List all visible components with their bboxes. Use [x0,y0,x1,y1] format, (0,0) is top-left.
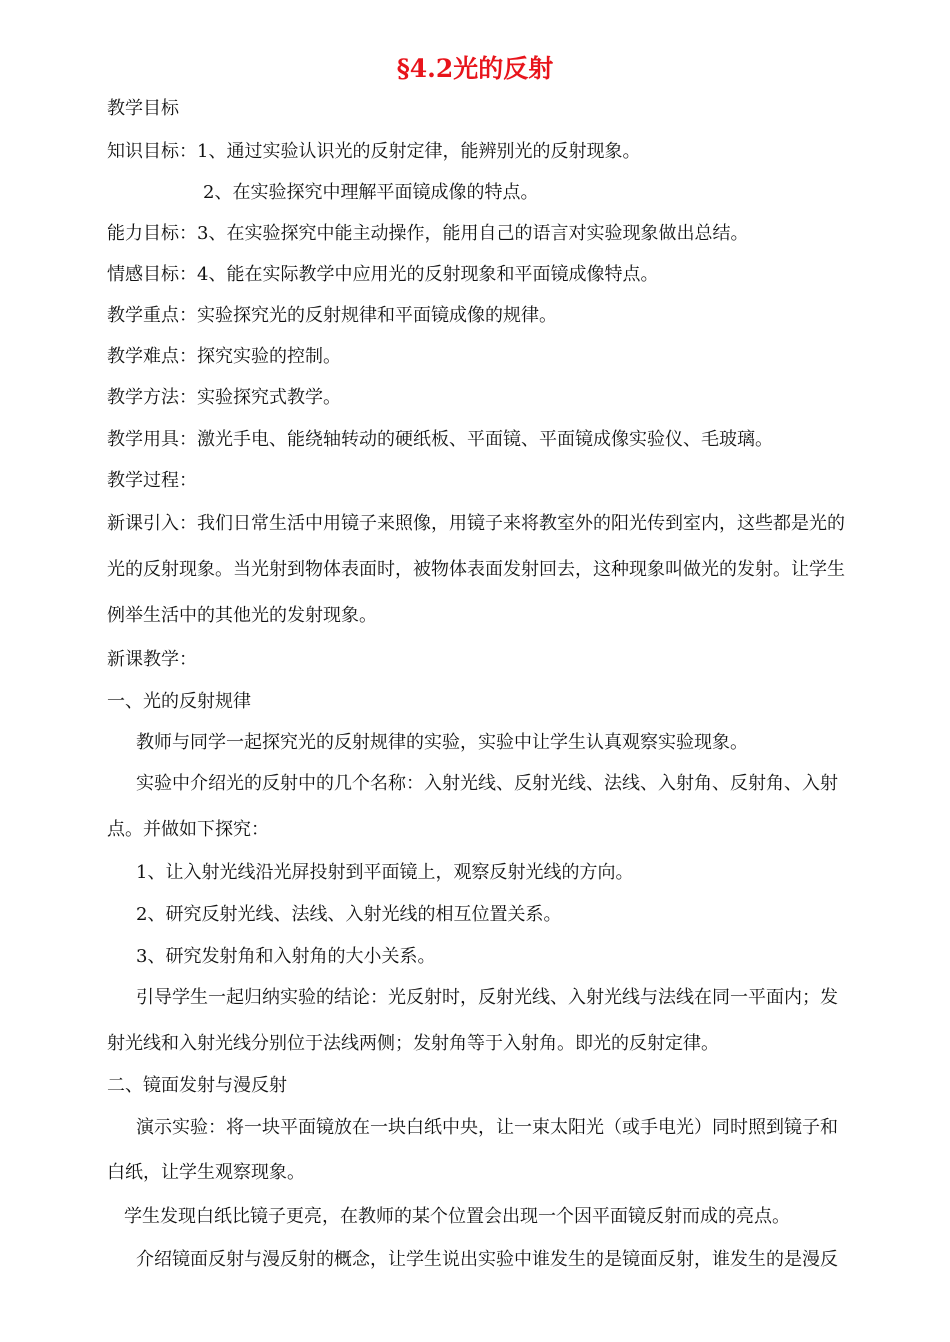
text-line: 教学难点：探究实验的控制。 [107,346,341,367]
document-title: §4.2光的反射 [396,54,554,83]
text-line: 点。并做如下探究： [107,819,269,840]
text-line: 教学方法：实验探究式教学。 [107,387,341,408]
text-line: 射光线和入射光线分别位于法线两侧；发射角等于入射角。即光的反射定律。 [107,1033,719,1054]
text-line: 教学过程： [107,470,197,491]
section-heading: 新课教学： [107,649,197,670]
text-line: 2、在实验探究中理解平面镜成像的特点。 [203,182,539,203]
text-line: 白纸，让学生观察现象。 [107,1162,305,1183]
text-line: 能力目标：3、在实验探究中能主动操作，能用自己的语言对实验现象做出总结。 [107,223,749,244]
text-line: 学生发现白纸比镜子更亮，在教师的某个位置会出现一个因平面镜反射而成的亮点。 [124,1206,790,1227]
text-line: 演示实验：将一块平面镜放在一块白纸中央，让一束太阳光（或手电光）同时照到镜子和 [136,1117,838,1138]
section-heading: 二、镜面发射与漫反射 [107,1075,287,1096]
text-line: 1、让入射光线沿光屏投射到平面镜上，观察反射光线的方向。 [136,862,634,883]
text-line: 教学目标 [107,98,179,119]
text-line: 教学重点：实验探究光的反射规律和平面镜成像的规律。 [107,305,557,326]
text-line: 教学用具：激光手电、能绕轴转动的硬纸板、平面镜、平面镜成像实验仪、毛玻璃。 [107,429,773,450]
text-line: 2、研究反射光线、法线、入射光线的相互位置关系。 [136,904,562,925]
text-line: 知识目标：1、通过实验认识光的反射定律，能辨别光的反射现象。 [107,141,641,162]
text-line: 新课引入：我们日常生活中用镜子来照像，用镜子来将教室外的阳光传到室内，这些都是光的 [107,513,845,534]
text-line: 引导学生一起归纳实验的结论：光反射时，反射光线、入射光线与法线在同一平面内；发 [136,987,838,1008]
text-line: 光的反射现象。当光射到物体表面时，被物体表面发射回去，这种现象叫做光的发射。让学生 [107,559,845,580]
text-line: 例举生活中的其他光的发射现象。 [107,605,377,626]
text-line: 实验中介绍光的反射中的几个名称：入射光线、反射光线、法线、入射角、反射角、入射 [136,773,838,794]
section-heading: 一、光的反射规律 [107,691,251,712]
text-line: 3、研究发射角和入射角的大小关系。 [136,946,436,967]
text-line: 介绍镜面反射与漫反射的概念，让学生说出实验中谁发生的是镜面反射，谁发生的是漫反 [136,1249,838,1270]
text-line: 情感目标：4、能在实际教学中应用光的反射现象和平面镜成像特点。 [107,264,659,285]
text-line: 教师与同学一起探究光的反射规律的实验，实验中让学生认真观察实验现象。 [136,732,748,753]
